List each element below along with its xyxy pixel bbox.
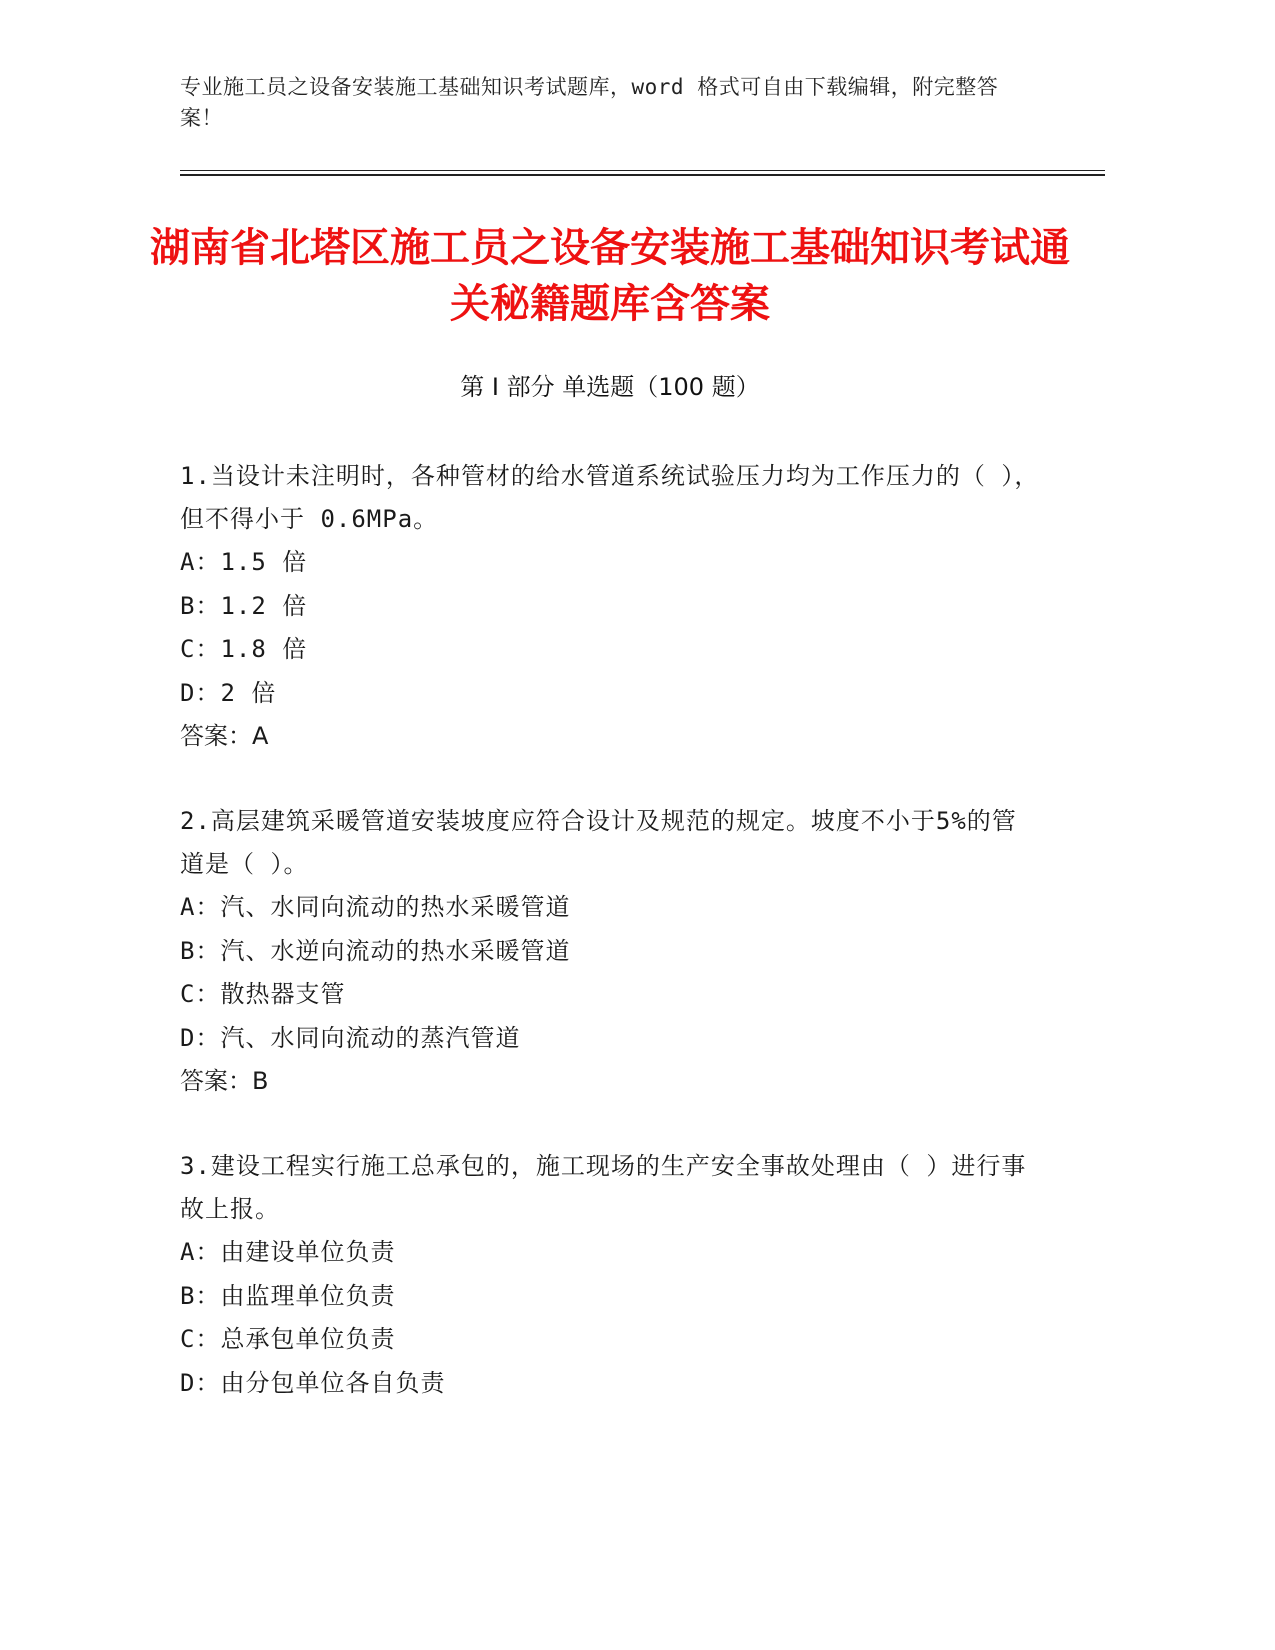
option-b: B：由监理单位负责: [180, 1281, 396, 1310]
document-title: 湖南省北塔区施工员之设备安装施工基础知识考试通关秘籍题库含答案: [150, 225, 1070, 327]
option-a: A：由建设单位负责: [180, 1237, 396, 1266]
option-b: B：汽、水逆向流动的热水采暖管道: [180, 936, 571, 965]
answer: 答案：B: [180, 1067, 269, 1096]
option-a: A：汽、水同向流动的热水采暖管道: [180, 892, 571, 921]
question-2: [180, 800, 1040, 1104]
option-c: C：总承包单位负责: [180, 1325, 396, 1354]
section-title: 第 I 部分 单选题（100 题）: [460, 373, 760, 401]
question-3: [180, 1145, 1040, 1405]
question-stem: 2.高层建筑采暖管道安装坡度应符合设计及规范的规定。坡度不小于5%的管道是（ ）。: [180, 806, 1017, 878]
header-rule-thick: [180, 174, 1105, 176]
option-c: C：1.8 倍: [180, 635, 308, 664]
option-d: D：汽、水同向流动的蒸汽管道: [180, 1023, 521, 1052]
question-stem: 1.当设计未注明时，各种管材的给水管道系统试验压力均为工作压力的（ ），但不得小于 0.6MPa。: [180, 462, 1040, 533]
question-list: [180, 455, 1040, 1446]
question-stem: 3.建设工程实行施工总承包的，施工现场的生产安全事故处理由（ ）进行事故上报。: [180, 1151, 1027, 1223]
header-note: 专业施工员之设备安装施工基础知识考试题库，word 格式可自由下载编辑，附完整答案！: [180, 75, 999, 130]
question-1: [180, 455, 1040, 759]
header-rule-thin: [180, 170, 1105, 171]
option-c: C：散热器支管: [180, 980, 346, 1009]
option-b: B：1.2 倍: [180, 591, 308, 620]
option-d: D：由分包单位各自负责: [180, 1368, 446, 1397]
answer: 答案：A: [180, 722, 269, 751]
option-a: A：1.5 倍: [180, 548, 308, 576]
option-d: D：2 倍: [180, 678, 277, 707]
